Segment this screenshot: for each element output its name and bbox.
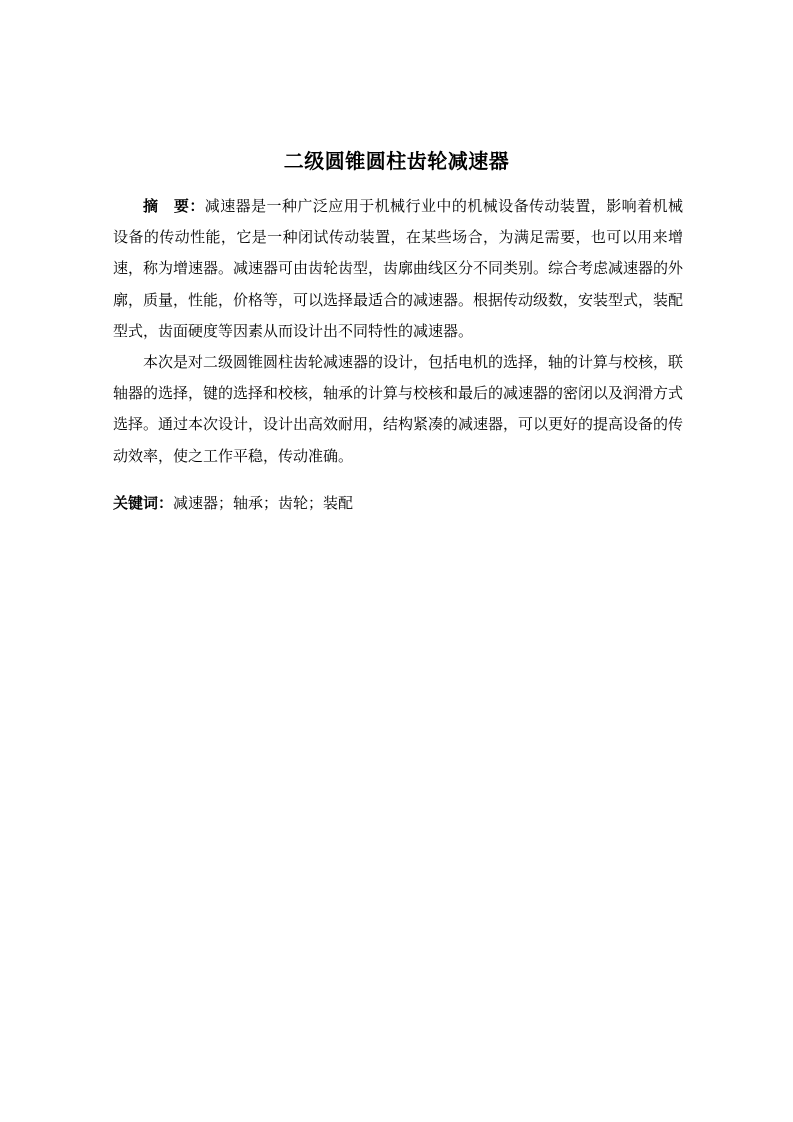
abstract-text-1: 减速器是一种广泛应用于机械行业中的机械设备传动装置，影响着机械设备的传动性能，它是一种闭试传动装置，在某些场合，为满足需要，也可以用来增速，称为增速器。减速器可由齿轮齿型，齿廓曲线区分不同类别。综合考虑减速器的外廓，质量，性能，价格等，可以选择最适合的减速器。根据传动级数，安装型式，装配型式，齿面硬度等因素从而设计出不同特性的减速器。	[113, 197, 684, 340]
abstract-section	[113, 191, 683, 472]
keywords-line	[113, 488, 683, 519]
keywords-value: 减速器；轴承；齿轮；装配	[173, 494, 354, 512]
abstract-paragraph-1	[113, 191, 683, 347]
abstract-label	[143, 197, 205, 215]
keywords-label: 关键词：	[113, 494, 174, 512]
abstract-paragraph-2: 本次是对二级圆锥圆柱齿轮减速器的设计，包括电机的选择，轴的计算与校核，联轴器的选择，键的选择和校核，轴承的计算与校核和最后的减速器的密闭以及润滑方式选择。通过本次设计，设计出高效耐用，结构紧凑的减速器，可以更好的提高设备的传动效率，使之工作平稳，传动准确。	[113, 353, 684, 465]
document-title: 二级圆锥圆柱齿轮减速器	[283, 149, 510, 173]
abstract-label-part1: 摘	[143, 197, 159, 215]
abstract-label-part2: 要：	[173, 197, 205, 215]
